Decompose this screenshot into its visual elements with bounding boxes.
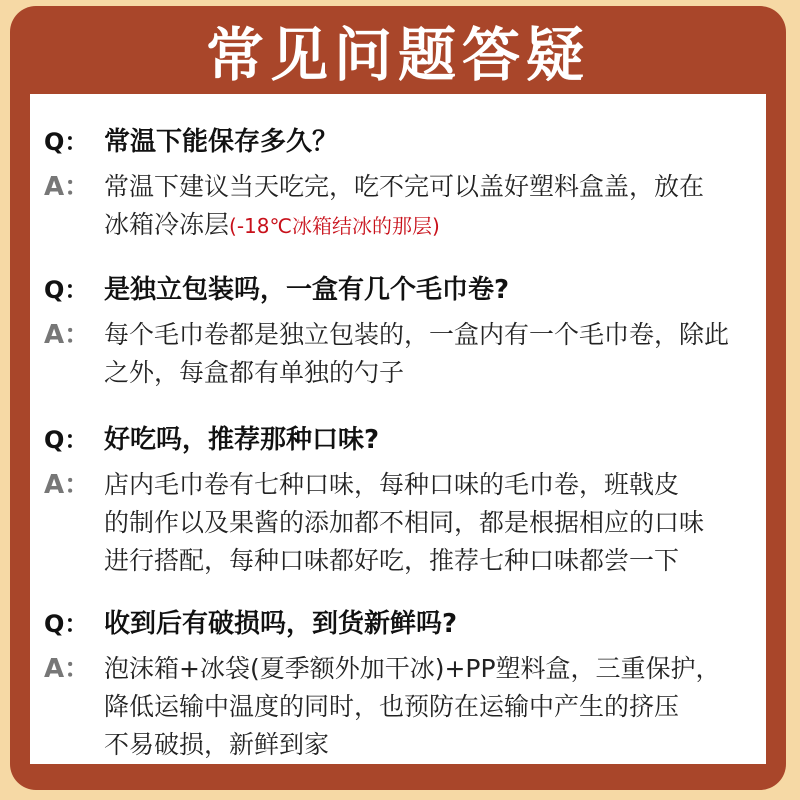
answer-row	[44, 650, 774, 764]
answer-row	[44, 168, 774, 245]
answer-text	[104, 650, 721, 764]
qa-item-flavor	[44, 420, 774, 580]
answer-line: 常温下建议当天吃完，吃不完可以盖好塑料盒盖，放在	[104, 172, 705, 201]
qa-item-storage	[44, 122, 774, 245]
answer-marker: A：	[44, 654, 91, 684]
qa-item-delivery	[44, 604, 774, 764]
answer-line: 不易破损，新鲜到家	[104, 730, 330, 759]
page-title: 常见问题答疑	[205, 21, 590, 89]
question-marker: Q：	[44, 128, 89, 156]
question-text: 常温下能保存多久？	[104, 127, 339, 157]
answer-marker: A：	[44, 470, 91, 500]
qa-item-packaging	[44, 270, 774, 392]
question-text: 好吃吗，推荐那种口味?	[104, 425, 380, 455]
answer-marker: A：	[44, 320, 91, 350]
question-marker: Q：	[44, 426, 89, 454]
question-text: 是独立包装吗，一盒有几个毛巾卷?	[104, 275, 510, 305]
answer-row	[44, 466, 774, 580]
question-row	[44, 604, 774, 644]
answer-marker: A：	[44, 172, 91, 202]
answer-line-text: 冰箱冷冻层	[104, 210, 230, 239]
answer-text	[104, 168, 704, 245]
answer-text	[104, 316, 729, 392]
answer-line: 降低运输中温度的同时，也预防在运输中产生的挤压	[104, 692, 680, 721]
question-marker: Q：	[44, 610, 89, 638]
question-row	[44, 420, 774, 460]
question-row	[44, 122, 774, 162]
question-marker: Q：	[44, 276, 89, 304]
answer-line: 之外，每盒都有单独的勺子	[104, 358, 405, 387]
answer-line: 每个毛巾卷都是独立包装的，一盒内有一个毛巾卷，除此	[104, 320, 730, 349]
answer-text	[104, 466, 704, 580]
question-row	[44, 270, 774, 310]
answer-line: 进行搭配，每种口味都好吃，推荐七种口味都尝一下	[104, 546, 680, 575]
answer-line	[104, 206, 704, 245]
answer-line: 店内毛巾卷有七种口味，每种口味的毛巾卷，班戟皮	[104, 470, 680, 499]
question-text: 收到后有破损吗，到货新鲜吗?	[104, 609, 458, 639]
answer-line: 泡沫箱+冰袋(夏季额外加干冰)+PP塑料盒，三重保护，	[104, 654, 721, 683]
answer-line: 的制作以及果酱的添加都不相同，都是根据相应的口味	[104, 508, 705, 537]
answer-row	[44, 316, 774, 392]
temperature-note: (-18℃冰箱结冰的那层)	[229, 214, 440, 238]
